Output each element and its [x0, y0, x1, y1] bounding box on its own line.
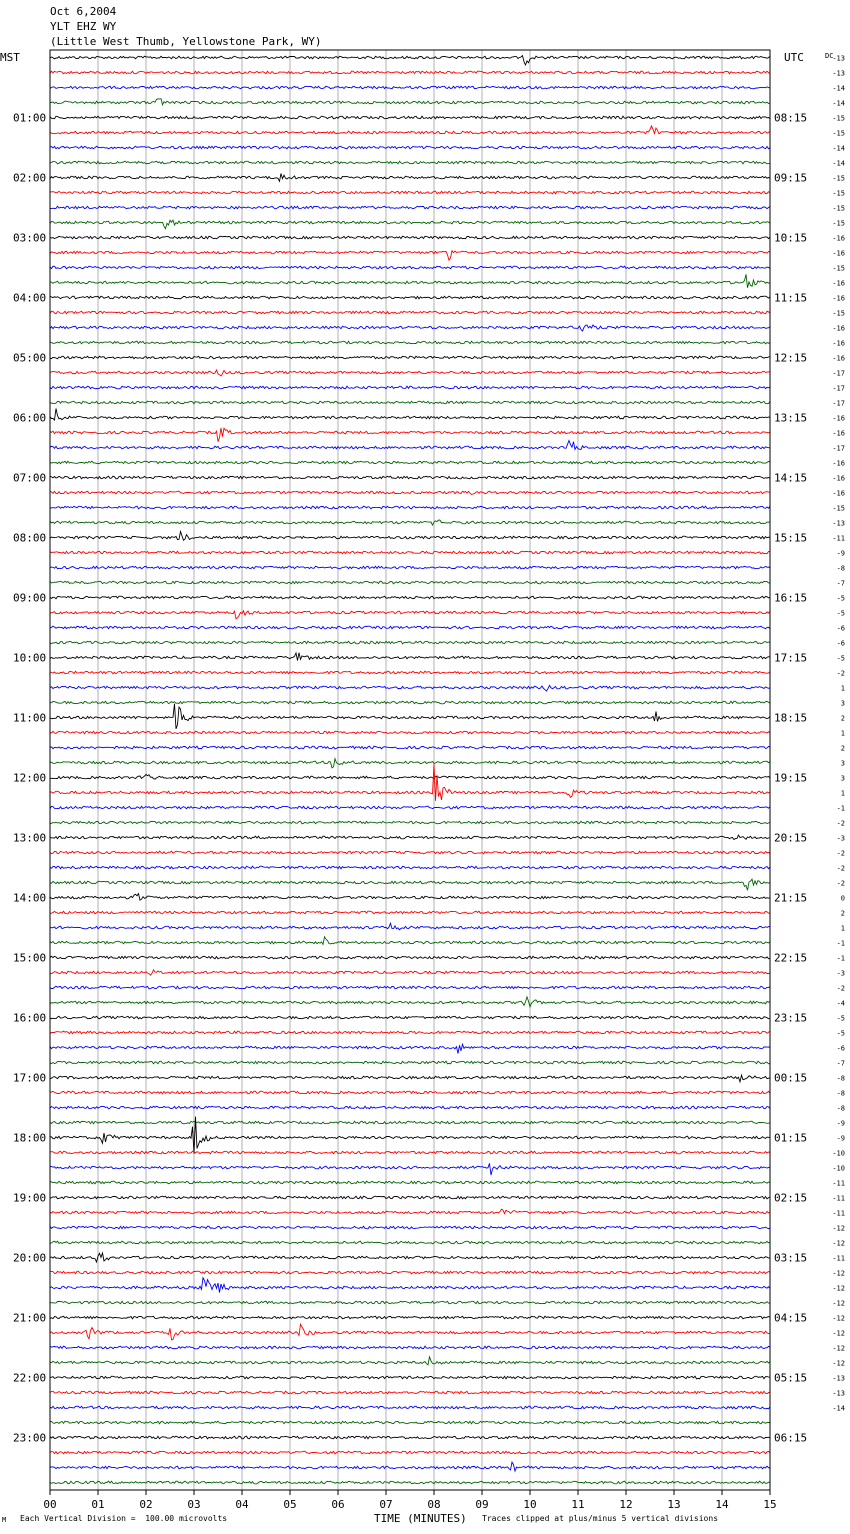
- seismic-trace: [50, 704, 770, 729]
- seismic-trace: [50, 866, 770, 869]
- utc-hour-label: 22:15: [774, 951, 808, 965]
- seismic-trace: [50, 746, 770, 749]
- seismic-trace: [50, 923, 770, 930]
- seismic-trace: [50, 611, 770, 619]
- dc-offset-label: -11: [832, 1209, 845, 1218]
- mst-hour-label: 09:00: [13, 591, 47, 605]
- seismic-trace: [50, 1391, 770, 1394]
- seismic-trace: [50, 1226, 770, 1229]
- utc-hour-label: 04:15: [774, 1311, 808, 1325]
- mst-hour-label: 19:00: [13, 1191, 47, 1205]
- seismic-trace: [50, 274, 770, 287]
- seismic-trace: [50, 1451, 770, 1454]
- seismic-trace: [50, 879, 770, 890]
- seismic-trace: [50, 566, 770, 569]
- dc-offset-label: -15: [832, 189, 845, 198]
- dc-offset-label: -15: [832, 264, 845, 273]
- dc-offset-label: -16: [832, 459, 845, 468]
- seismic-trace: [50, 731, 770, 734]
- utc-hour-label: 11:15: [774, 291, 808, 305]
- x-tick-label: 01: [91, 1498, 105, 1511]
- dc-offset-label: -5: [836, 654, 845, 663]
- utc-hour-label: 12:15: [774, 351, 808, 365]
- dc-offset-label: -6: [836, 624, 845, 633]
- seismic-trace: [50, 386, 770, 389]
- seismic-trace: [50, 1278, 770, 1293]
- seismic-trace: [50, 701, 770, 704]
- dc-offset-label: -7: [836, 1059, 845, 1068]
- seismic-trace: [50, 1196, 770, 1199]
- dc-offset-label: -10: [832, 1149, 845, 1158]
- seismic-trace: [50, 146, 770, 149]
- dc-offset-label: -16: [832, 489, 845, 498]
- utc-hour-label: 05:15: [774, 1371, 808, 1385]
- station-label: YLT EHZ WY: [50, 20, 117, 33]
- seismic-trace: [50, 161, 770, 164]
- dc-offset-label: -16: [832, 324, 845, 333]
- seismic-trace: [50, 1181, 770, 1184]
- utc-hour-label: 20:15: [774, 831, 808, 845]
- utc-hour-label: 00:15: [774, 1071, 808, 1085]
- dc-offset-label: -8: [836, 1089, 845, 1098]
- x-tick-label: 00: [43, 1498, 57, 1511]
- seismic-trace: [50, 1044, 770, 1053]
- dc-offset-label: -12: [832, 1314, 845, 1323]
- x-tick-label: 13: [667, 1498, 681, 1511]
- mst-hour-label: 20:00: [13, 1251, 47, 1265]
- seismic-trace: [50, 266, 770, 269]
- dc-offset-label: -15: [832, 219, 845, 228]
- trace-layer: [50, 56, 770, 1484]
- clip-note: Traces clipped at plus/minus 5 vertical divisions: [482, 1514, 719, 1523]
- seismic-trace: [50, 937, 770, 945]
- seismic-trace: [50, 970, 770, 975]
- seismic-trace: [50, 1075, 770, 1082]
- dc-offset-label: -14: [832, 144, 845, 153]
- x-tick-label: 09: [475, 1498, 489, 1511]
- dc-offset-label: -1: [836, 954, 845, 963]
- seismic-trace: [50, 409, 770, 421]
- seismic-trace: [50, 551, 770, 554]
- dc-offset-label: -5: [836, 594, 845, 603]
- right-timezone-label: UTC: [784, 51, 804, 64]
- utc-hour-label: 14:15: [774, 471, 808, 485]
- seismic-trace: [50, 835, 770, 839]
- dc-offset-label: -13: [832, 1374, 845, 1383]
- seismic-trace: [50, 296, 770, 299]
- seismic-trace: [50, 685, 770, 691]
- seismic-trace: [50, 191, 770, 194]
- seismic-trace: [50, 491, 770, 494]
- utc-hour-label: 13:15: [774, 411, 808, 425]
- seismic-trace: [50, 236, 770, 239]
- dc-offset-label: -12: [832, 1344, 845, 1353]
- x-tick-label: 15: [763, 1498, 777, 1511]
- mst-hour-label: 14:00: [13, 891, 47, 905]
- seismic-trace: [50, 641, 770, 644]
- dc-offset-label: -5: [836, 1014, 845, 1023]
- dc-offset-label: -14: [832, 99, 845, 108]
- utc-hour-label: 16:15: [774, 591, 808, 605]
- dc-offset-label: -5: [836, 609, 845, 618]
- seismic-trace: [50, 126, 770, 134]
- utc-hour-label: 03:15: [774, 1251, 808, 1265]
- seismic-trace: [50, 174, 770, 182]
- seismic-trace: [50, 956, 770, 959]
- x-tick-label: 11: [571, 1498, 585, 1511]
- dc-offset-label: -2: [836, 864, 845, 873]
- seismic-trace: [50, 626, 770, 629]
- seismic-trace: [50, 851, 770, 854]
- dc-offset-label: -12: [832, 1224, 845, 1233]
- dc-offset-label: -10: [832, 1164, 845, 1173]
- mst-hour-label: 17:00: [13, 1071, 47, 1085]
- seismic-trace: [50, 1346, 770, 1349]
- utc-hour-label: 19:15: [774, 771, 808, 785]
- seismic-trace: [50, 99, 770, 105]
- dc-offset-label: -15: [832, 129, 845, 138]
- dc-offset-label: 3: [840, 759, 845, 768]
- dc-offset-label: -2: [836, 819, 845, 828]
- seismic-trace: [50, 476, 770, 479]
- mst-hour-label: 23:00: [13, 1431, 47, 1445]
- scale-note: Each Vertical Division = 100.00 microvolts: [20, 1514, 228, 1523]
- mst-hour-label: 01:00: [13, 111, 47, 125]
- utc-hour-label: 18:15: [774, 711, 808, 725]
- dc-offset-label: -16: [832, 279, 845, 288]
- seismic-trace: [50, 1324, 770, 1340]
- date-label: Oct 6,2004: [50, 5, 117, 18]
- seismic-trace: [50, 1481, 770, 1484]
- dc-offset-label: -15: [832, 504, 845, 513]
- dc-offset-label: -16: [832, 249, 845, 258]
- seismic-trace: [50, 341, 770, 344]
- seismic-trace: [50, 1061, 770, 1064]
- mst-hour-label: 02:00: [13, 171, 47, 185]
- utc-hour-label: 17:15: [774, 651, 808, 665]
- mst-hour-label: 08:00: [13, 531, 47, 545]
- dc-offset-label: 1: [840, 684, 845, 693]
- dc-offset-label: -6: [836, 1044, 845, 1053]
- mst-hour-label: 22:00: [13, 1371, 47, 1385]
- utc-hour-label: 02:15: [774, 1191, 808, 1205]
- dc-offset-label: -1: [836, 804, 845, 813]
- mst-hour-label: 18:00: [13, 1131, 47, 1145]
- dc-offset-label: -16: [832, 339, 845, 348]
- dc-offset-label: -12: [832, 1269, 845, 1278]
- utc-hour-label: 15:15: [774, 531, 808, 545]
- dc-offset-label: -17: [832, 369, 845, 378]
- seismic-trace: [50, 1357, 770, 1365]
- dc-offset-label: 3: [840, 774, 845, 783]
- dc-offset-label: 2: [840, 714, 845, 723]
- seismic-trace: [50, 581, 770, 584]
- seismic-trace: [50, 461, 770, 464]
- dc-offset-label: -14: [832, 84, 845, 93]
- x-tick-label: 12: [619, 1498, 633, 1511]
- seismic-trace: [50, 441, 770, 450]
- x-tick-label: 06: [331, 1498, 345, 1511]
- seismic-trace: [50, 356, 770, 359]
- dc-offset-label: -16: [832, 234, 845, 243]
- dc-offset-label: -8: [836, 1104, 845, 1113]
- dc-offset-label: 1: [840, 924, 845, 933]
- seismic-trace: [50, 116, 770, 119]
- seismic-trace: [50, 671, 770, 674]
- seismic-trace: [50, 1271, 770, 1274]
- utc-hour-label: 23:15: [774, 1011, 808, 1025]
- seismic-trace: [50, 911, 770, 914]
- mst-hour-label: 03:00: [13, 231, 47, 245]
- dc-offset-label: -6: [836, 639, 845, 648]
- seismic-trace: [50, 1462, 770, 1471]
- seismic-trace: [50, 1436, 770, 1439]
- location-label: (Little West Thumb, Yellowstone Park, WY): [50, 35, 322, 48]
- dc-offset-label: -1: [836, 939, 845, 948]
- seismic-trace: [50, 1163, 770, 1175]
- dc-offset-label: -12: [832, 1299, 845, 1308]
- seismic-trace: [50, 774, 770, 779]
- x-tick-label: 02: [139, 1498, 153, 1511]
- dc-offset-label: -3: [836, 969, 845, 978]
- utc-hour-label: 08:15: [774, 111, 808, 125]
- seismic-trace: [50, 520, 770, 525]
- dc-offset-label: -15: [832, 309, 845, 318]
- dc-offset-label: 2: [840, 744, 845, 753]
- dc-offset-label: -8: [836, 564, 845, 573]
- x-tick-label: 10: [523, 1498, 537, 1511]
- seismic-trace: [50, 759, 770, 768]
- dc-offset-label: -4: [836, 999, 845, 1008]
- x-tick-label: 14: [715, 1498, 729, 1511]
- dc-offset-label: -12: [832, 1239, 845, 1248]
- dc-offset-label: -12: [832, 1359, 845, 1368]
- x-tick-label: 07: [379, 1498, 393, 1511]
- mst-hour-label: 04:00: [13, 291, 47, 305]
- dc-offset-label: 1: [840, 729, 845, 738]
- seismic-trace: [50, 370, 770, 376]
- seismic-trace: [50, 596, 770, 599]
- dc-offset-label: -3: [836, 834, 845, 843]
- seismic-trace: [50, 311, 770, 314]
- dc-offset-label: -8: [836, 1074, 845, 1083]
- dc-offset-label: -2: [836, 669, 845, 678]
- seismic-trace: [50, 206, 770, 209]
- seismic-trace: [50, 1106, 770, 1109]
- dc-offset-label: -15: [832, 174, 845, 183]
- dc-offset-label: -12: [832, 1329, 845, 1338]
- seismic-trace: [50, 1376, 770, 1379]
- seismic-trace: [50, 506, 770, 509]
- dc-offset-label: -2: [836, 984, 845, 993]
- utc-hour-label: 21:15: [774, 891, 808, 905]
- dc-offset-label: 3: [840, 699, 845, 708]
- seismic-trace: [50, 325, 770, 331]
- dc-offset-label: -17: [832, 384, 845, 393]
- dc-offset-label: -13: [832, 1389, 845, 1398]
- utc-hour-label: 09:15: [774, 171, 808, 185]
- corner-mark: M: [2, 1516, 7, 1524]
- dc-offset-label: 0: [840, 894, 845, 903]
- seismic-trace: [50, 56, 770, 65]
- seismic-trace: [50, 806, 770, 809]
- x-tick-label: 08: [427, 1498, 441, 1511]
- mst-hour-label: 12:00: [13, 771, 47, 785]
- dc-offset-label: -9: [836, 1134, 845, 1143]
- mst-hour-label: 10:00: [13, 651, 47, 665]
- dc-offset-label: -11: [832, 1179, 845, 1188]
- mst-hour-label: 05:00: [13, 351, 47, 365]
- seismic-trace: [50, 532, 770, 541]
- dc-offset-label: -16: [832, 429, 845, 438]
- dc-offset-label: -14: [832, 159, 845, 168]
- mst-hour-label: 16:00: [13, 1011, 47, 1025]
- dc-offset-label: -2: [836, 879, 845, 888]
- seismic-trace: [50, 653, 770, 661]
- seismic-trace: [50, 997, 770, 1007]
- dc-offset-label: -13: [832, 519, 845, 528]
- label-layer: [0, 51, 845, 1511]
- dc-offset-label: -17: [832, 399, 845, 408]
- mst-hour-label: 15:00: [13, 951, 47, 965]
- dc-offset-label: -13: [832, 54, 845, 63]
- seismic-trace: [50, 1016, 770, 1019]
- seismic-trace: [50, 1421, 770, 1424]
- dc-offset-label: -9: [836, 1119, 845, 1128]
- dc-offset-label: -16: [832, 354, 845, 363]
- seismic-trace: [50, 1253, 770, 1262]
- dc-offset-label: -9: [836, 549, 845, 558]
- x-tick-label: 05: [283, 1498, 297, 1511]
- seismic-trace: [50, 1209, 770, 1214]
- dc-offset-label: -16: [832, 294, 845, 303]
- dc-offset-label: -17: [832, 444, 845, 453]
- seismic-trace: [50, 1121, 770, 1124]
- dc-offset-label: -13: [832, 69, 845, 78]
- seismic-trace: [50, 1406, 770, 1409]
- dc-offset-label: 1: [840, 789, 845, 798]
- dc-offset-label: -16: [832, 474, 845, 483]
- seismic-trace: [50, 251, 770, 261]
- dc-offset-label: -11: [832, 534, 845, 543]
- dc-offset-label: 2: [840, 909, 845, 918]
- dc-offset-label: -11: [832, 1194, 845, 1203]
- x-tick-label: 03: [187, 1498, 201, 1511]
- dc-offset-label: -5: [836, 1029, 845, 1038]
- dc-offset-label: -2: [836, 849, 845, 858]
- x-tick-label: 04: [235, 1498, 249, 1511]
- seismic-trace: [50, 1091, 770, 1094]
- dc-offset-label: -7: [836, 579, 845, 588]
- seismic-trace: [50, 1241, 770, 1244]
- dc-offset-label: -14: [832, 1404, 845, 1413]
- seismic-trace: [50, 1151, 770, 1154]
- seismic-trace: [50, 71, 770, 74]
- dc-offset-label: -15: [832, 114, 845, 123]
- mst-hour-label: 06:00: [13, 411, 47, 425]
- utc-hour-label: 10:15: [774, 231, 808, 245]
- seismic-trace: [50, 401, 770, 404]
- mst-hour-label: 13:00: [13, 831, 47, 845]
- left-timezone-label: MST: [0, 51, 20, 64]
- dc-offset-label: -16: [832, 414, 845, 423]
- seismic-trace: [50, 428, 770, 442]
- seismic-trace: [50, 1316, 770, 1319]
- seismic-trace: [50, 821, 770, 824]
- utc-hour-label: 06:15: [774, 1431, 808, 1445]
- seismic-trace: [50, 894, 770, 901]
- dc-label: DC: [825, 52, 834, 60]
- seismic-trace: [50, 764, 770, 801]
- x-axis-title: TIME (MINUTES): [374, 1512, 467, 1525]
- dc-offset-label: -12: [832, 1284, 845, 1293]
- mst-hour-label: 21:00: [13, 1311, 47, 1325]
- seismic-trace: [50, 986, 770, 989]
- seismic-trace: [50, 220, 770, 229]
- seismic-trace: [50, 1301, 770, 1304]
- dc-offset-label: -11: [832, 1254, 845, 1263]
- mst-hour-label: 11:00: [13, 711, 47, 725]
- dc-offset-label: -15: [832, 204, 845, 213]
- utc-hour-label: 01:15: [774, 1131, 808, 1145]
- mst-hour-label: 07:00: [13, 471, 47, 485]
- seismic-trace: [50, 1031, 770, 1034]
- seismic-trace: [50, 86, 770, 89]
